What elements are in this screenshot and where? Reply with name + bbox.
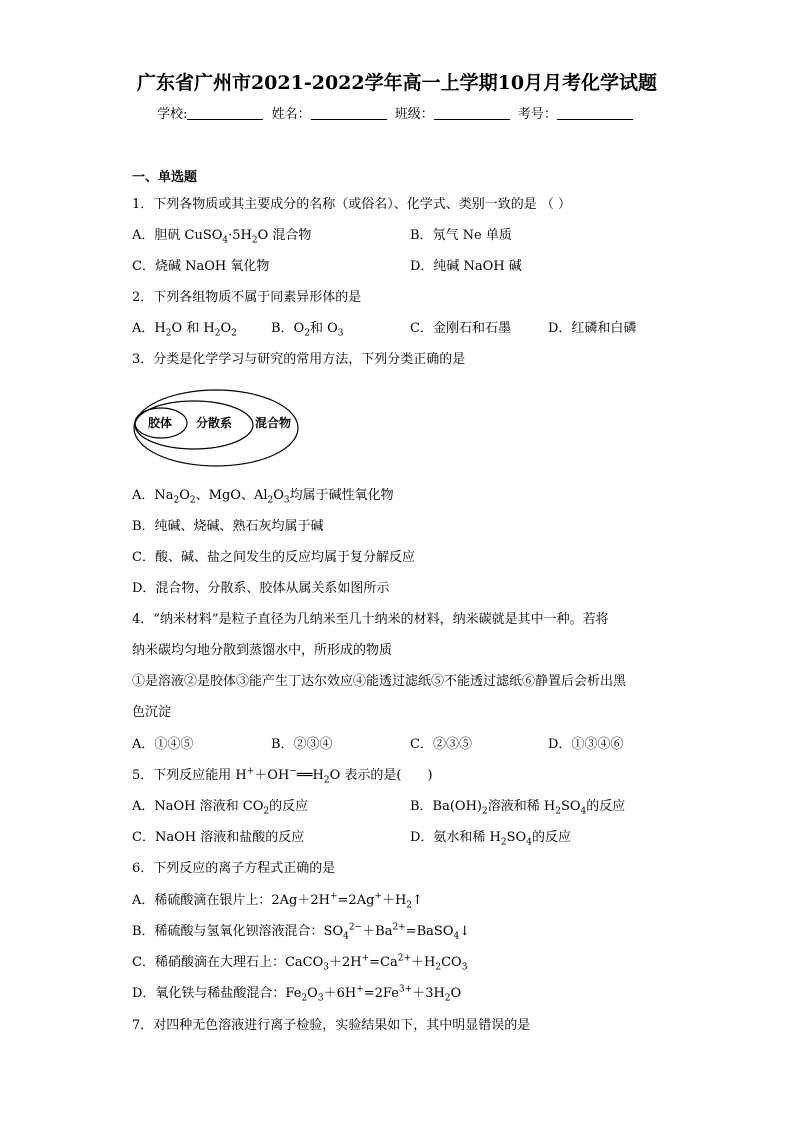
name-blank[interactable] [311, 106, 387, 120]
q2-option-c: C．金刚石和石墨 [410, 321, 511, 336]
q3-option-d: D．混合物、分散系、胶体从属关系如图所示 [132, 581, 390, 596]
q7-stem: 7．对四种无色溶液进行离子检验，实验结果如下，其中明显错误的是 [132, 1018, 531, 1033]
q4-stem-line1: 4．“纳米材料”是粒子直径为几纳米至几十纳米的材料，纳米碳就是其中一种。若将 [132, 612, 609, 627]
q2-option-d: D．红磷和白磷 [548, 321, 637, 336]
classification-diagram [132, 388, 302, 468]
q4-option-a: A．①④⑤ [132, 737, 194, 752]
q5-stem: 5．下列反应能用 $H^++OH^-══H_2O$ 表示的是( ) [132, 766, 433, 786]
q3-stem: 3．分类是化学学习与研究的常用方法，下列分类正确的是 [132, 352, 466, 367]
q6-stem: 6．下列反应的离子方程式正确的是 [132, 861, 336, 876]
q1-option-b: B．氖气 Ne 单质 [410, 228, 512, 243]
q5-option-a: A．NaOH 溶液和 $CO_2$的反应 [132, 799, 309, 817]
q2-option-a: A．$H_2O$ 和 $H_2O_2$ [132, 321, 237, 339]
q3-option-b: B．纯碱、烧碱、熟石灰均属于碱 [132, 519, 324, 534]
q5-option-d: D．氨水和稀 $H_2SO_4$的反应 [410, 830, 571, 848]
q6-option-a: A．稀硫酸滴在银片上：$2Ag+2H^+=2Ag^++H_2↑$ [132, 891, 423, 911]
school-blank[interactable] [187, 106, 263, 120]
q1-stem: 1．下列各物质或其主要成分的名称（或俗名）、化学式、类别一致的是 （ ） [132, 197, 572, 212]
diagram-label-mixture: 混合物 [255, 416, 292, 430]
q6-option-c: C．稀硝酸滴在大理石上：$CaCO_3+2H^+=Ca^{2+}+H_2CO_3$ [132, 953, 468, 973]
q2-stem: 2．下列各组物质不属于同素异形体的是 [132, 290, 362, 305]
q1-option-a: A．胆矾 $CuSO_4\cdot 5H_2O$ 混合物 [132, 228, 312, 246]
q1-option-c: C．烧碱 NaOH 氧化物 [132, 259, 270, 274]
q4-option-d: D．①③④⑥ [548, 737, 624, 752]
name-label: 姓名： [271, 107, 311, 122]
diagram-label-colloid: 胶体 [148, 416, 173, 430]
q4-stem-line4: 色沉淀 [132, 705, 172, 720]
q4-stem-line3: ①是溶液②是胶体③能产生丁达尔效应④能透过滤纸⑤不能透过滤纸⑥静置后会析出黑 [132, 674, 627, 689]
section-heading: 一、单选题 [132, 170, 198, 185]
q3-option-c: C．酸、碱、盐之间发生的反应均属于复分解反应 [132, 550, 415, 565]
q5-option-b: B．$Ba(OH)_2$溶液和稀 $H_2SO_4$的反应 [410, 799, 626, 817]
number-label: 考号： [517, 107, 557, 122]
student-info-line [0, 103, 794, 122]
diagram-label-dispersion: 分散系 [196, 416, 233, 430]
q2-option-b: B．$O_2$和 $O_3$ [271, 321, 344, 339]
class-blank[interactable] [434, 106, 510, 120]
page-title: 广东省广州市2021-2022学年高一上学期10月月考化学试题 [136, 72, 658, 94]
school-label: 学校: [157, 107, 188, 122]
q3-option-a: A．$Na_2O_2$、MgO、$Al_2O_3$均属于碱性氧化物 [132, 488, 394, 506]
q4-option-c: C．②③⑤ [410, 737, 472, 752]
q4-option-b: B．②③④ [271, 737, 333, 752]
class-label: 班级： [394, 107, 434, 122]
q1-option-d: D．纯碱 NaOH 碱 [410, 259, 522, 274]
number-blank[interactable] [557, 106, 633, 120]
q5-option-c: C．NaOH 溶液和盐酸的反应 [132, 830, 305, 845]
q6-option-b: B．稀硫酸与氢氧化钡溶液混合：$SO_4^{2-}+Ba^{2+}=BaSO_4↓$ [132, 922, 471, 942]
q6-option-d: D．氧化铁与稀盐酸混合：$Fe_2O_3+6H^+=2Fe^{3+}+3H_2O$ [132, 984, 462, 1004]
q4-stem-line2: 纳米碳均匀地分散到蒸馏水中，所形成的物质 [132, 643, 393, 658]
